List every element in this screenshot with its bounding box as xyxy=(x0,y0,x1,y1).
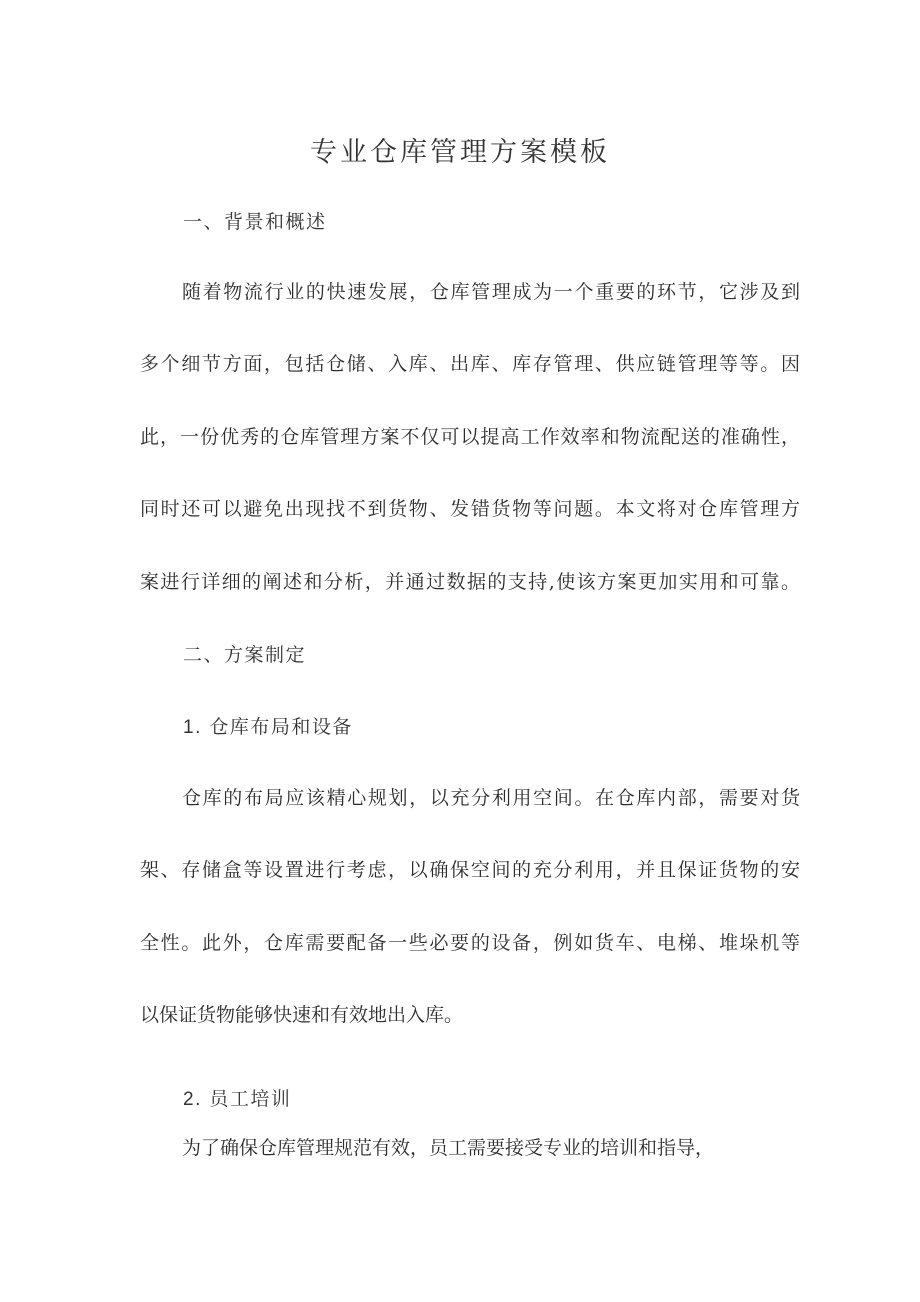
section-heading-plan: 二、方案制定 xyxy=(183,644,307,666)
paragraph-line: 多个细节方面，包括仓储、入库、出库、库存管理、供应链管理等等。因 xyxy=(140,353,800,376)
section-heading-background: 一、背景和概述 xyxy=(183,211,327,233)
paragraph-background xyxy=(140,256,800,618)
subsection-number: 1. xyxy=(183,717,202,738)
subsection-number: 2. xyxy=(183,1089,202,1110)
paragraph-line: 以保证货物能够快速和有效地出入库。 xyxy=(140,1004,464,1027)
paragraph-line: 仓库的布局应该精心规划，以充分利用空间。在仓库内部，需要对货 xyxy=(182,787,800,809)
paragraph-layout xyxy=(140,762,800,1052)
paragraph-line: 此，一份优秀的仓库管理方案不仅可以提高工作效率和物流配送的准确性， xyxy=(140,425,800,448)
paragraph-line: 案进行详细的阐述和分析，并通过数据的支持,使该方案更加实用和可靠。 xyxy=(140,570,800,593)
paragraph-line: 全性。此外，仓库需要配备一些必要的设备，例如货车、电梯、堆垛机等 xyxy=(140,931,800,954)
paragraph-line: 为了确保仓库管理规范有效，员工需要接受专业的培训和指导， xyxy=(182,1137,715,1159)
subsection-title: 员工培训 xyxy=(209,1088,292,1110)
subsection-title: 仓库布局和设备 xyxy=(209,716,353,738)
subsection-heading-training xyxy=(183,1084,291,1111)
paragraph-training xyxy=(140,1112,800,1184)
paragraph-line: 架、存储盒等设置进行考虑，以确保空间的充分利用，并且保证货物的安 xyxy=(140,859,800,882)
paragraph-line: 同时还可以避免出现找不到货物、发错货物等问题。本文将对仓库管理方 xyxy=(140,498,800,521)
document-title: 专业仓库管理方案模板 xyxy=(310,137,610,168)
subsection-heading-layout xyxy=(183,712,353,739)
paragraph-line: 随着物流行业的快速发展，仓库管理成为一个重要的环节，它涉及到 xyxy=(182,281,800,303)
